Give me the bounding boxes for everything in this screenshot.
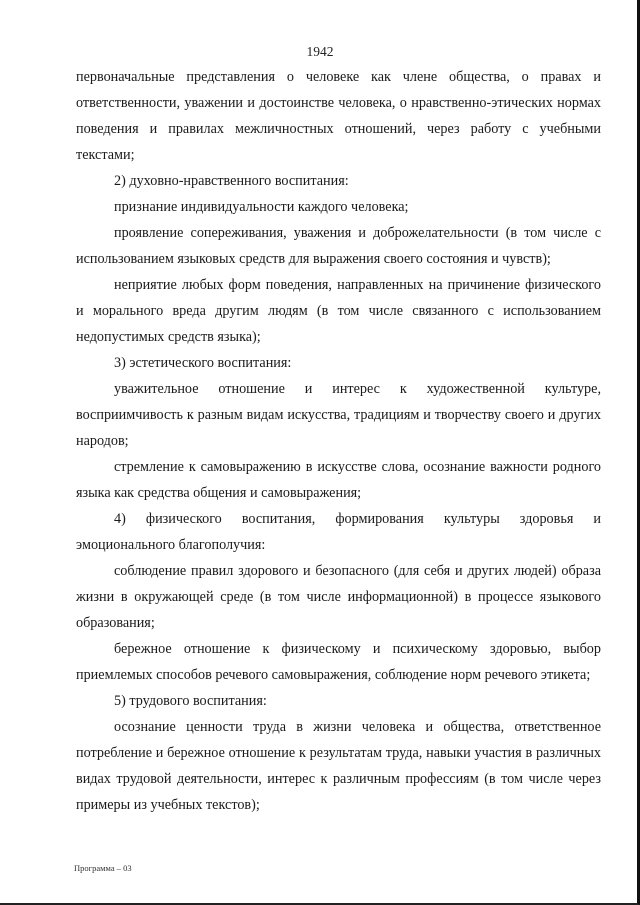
paragraph: проявление сопереживания, уважения и доброжелательности (в том числе с использованием языковых средств для выражения своего состояния и чувств); bbox=[76, 225, 601, 267]
section-heading: 4) физического воспитания, формирования культуры здоровья и эмоционального благополучия: bbox=[76, 511, 601, 553]
paragraph: бережное отношение к физическому и психическому здоровью, выбор приемлемых способов речевого самовыражения, соблюдение норм речевого этикета; bbox=[76, 641, 601, 683]
page-footer: Программа – 03 bbox=[74, 863, 132, 873]
paragraph: уважительное отношение и интерес к художественной культуре, восприимчивость к разным видам искусства, традициям и творчеству своего и других народов; bbox=[76, 381, 601, 449]
paragraph: неприятие любых форм поведения, направленных на причинение физического и морального вреда другим людям (в том числе связанного с использованием недопустимых средств языка); bbox=[76, 277, 601, 345]
section-heading: 2) духовно-нравственного воспитания: bbox=[114, 173, 349, 189]
section-heading: 3) эстетического воспитания: bbox=[114, 355, 292, 371]
paragraph: признание индивидуальности каждого человека; bbox=[114, 199, 409, 215]
paragraph: первоначальные представления о человеке как члене общества, о правах и ответственности, уважении и достоинстве человека, о нравственно-этических нормах поведения и правилах межличностных отношений, через работу с учебными текстами; bbox=[76, 69, 601, 163]
section-heading: 5) трудового воспитания: bbox=[114, 693, 267, 709]
paragraph: стремление к самовыражению в искусстве слова, осознание важности родного языка как средства общения и самовыражения; bbox=[76, 459, 601, 501]
document-body bbox=[76, 64, 601, 818]
paragraph: соблюдение правил здорового и безопасного (для себя и других людей) образа жизни в окружающей среде (в том числе информационной) в процессе языкового образования; bbox=[76, 563, 601, 631]
page-number: 1942 bbox=[306, 44, 334, 59]
paragraph: осознание ценности труда в жизни человека и общества, ответственное потребление и бережное отношение к результатам труда, навыки участия в различных видах трудовой деятельности, интерес к различным профессиям (в том числе через примеры из учебных текстов); bbox=[76, 719, 601, 813]
